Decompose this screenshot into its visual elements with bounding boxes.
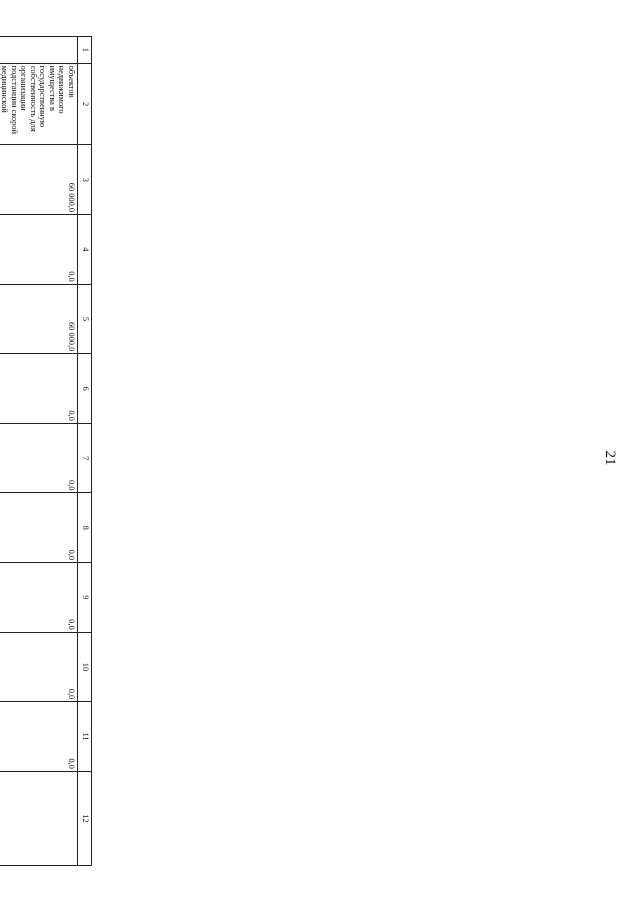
- amount-cell: 0,0: [0, 632, 78, 702]
- col-header: 6: [78, 354, 92, 424]
- amount-cell: 0,0: [0, 702, 78, 772]
- amount-cell: 0,0: [0, 423, 78, 493]
- row-label: объектов недвижимого имущества в государственную собственность для организации подстанции скорой медицинской: [0, 63, 78, 145]
- col-header: 8: [78, 493, 92, 563]
- amount-cell: 60 000,0: [0, 284, 78, 354]
- col-header: 3: [78, 145, 92, 215]
- col-header: 9: [78, 563, 92, 633]
- table-row: [0, 37, 78, 866]
- amount-cell: 60 000,0: [0, 145, 78, 215]
- column-number-row: [78, 37, 92, 866]
- col-header: 4: [78, 215, 92, 285]
- col-header: 12: [78, 771, 92, 865]
- col-header: 10: [78, 632, 92, 702]
- amount-cell: 0,0: [0, 354, 78, 424]
- amount-cell: 0,0: [0, 215, 78, 285]
- amount-cell: 0,0: [0, 493, 78, 563]
- page-number: 21: [602, 450, 618, 466]
- rotated-table-container: [0, 36, 92, 866]
- amount-cell: 0,0: [0, 563, 78, 633]
- col-header: 11: [78, 702, 92, 772]
- row-number: [0, 37, 78, 64]
- budget-table: [0, 36, 92, 866]
- target-indicators: [0, 771, 78, 865]
- col-header: 2: [78, 63, 92, 145]
- col-header: 1: [78, 37, 92, 64]
- table-body: [0, 37, 78, 866]
- col-header: 7: [78, 423, 92, 493]
- col-header: 5: [78, 284, 92, 354]
